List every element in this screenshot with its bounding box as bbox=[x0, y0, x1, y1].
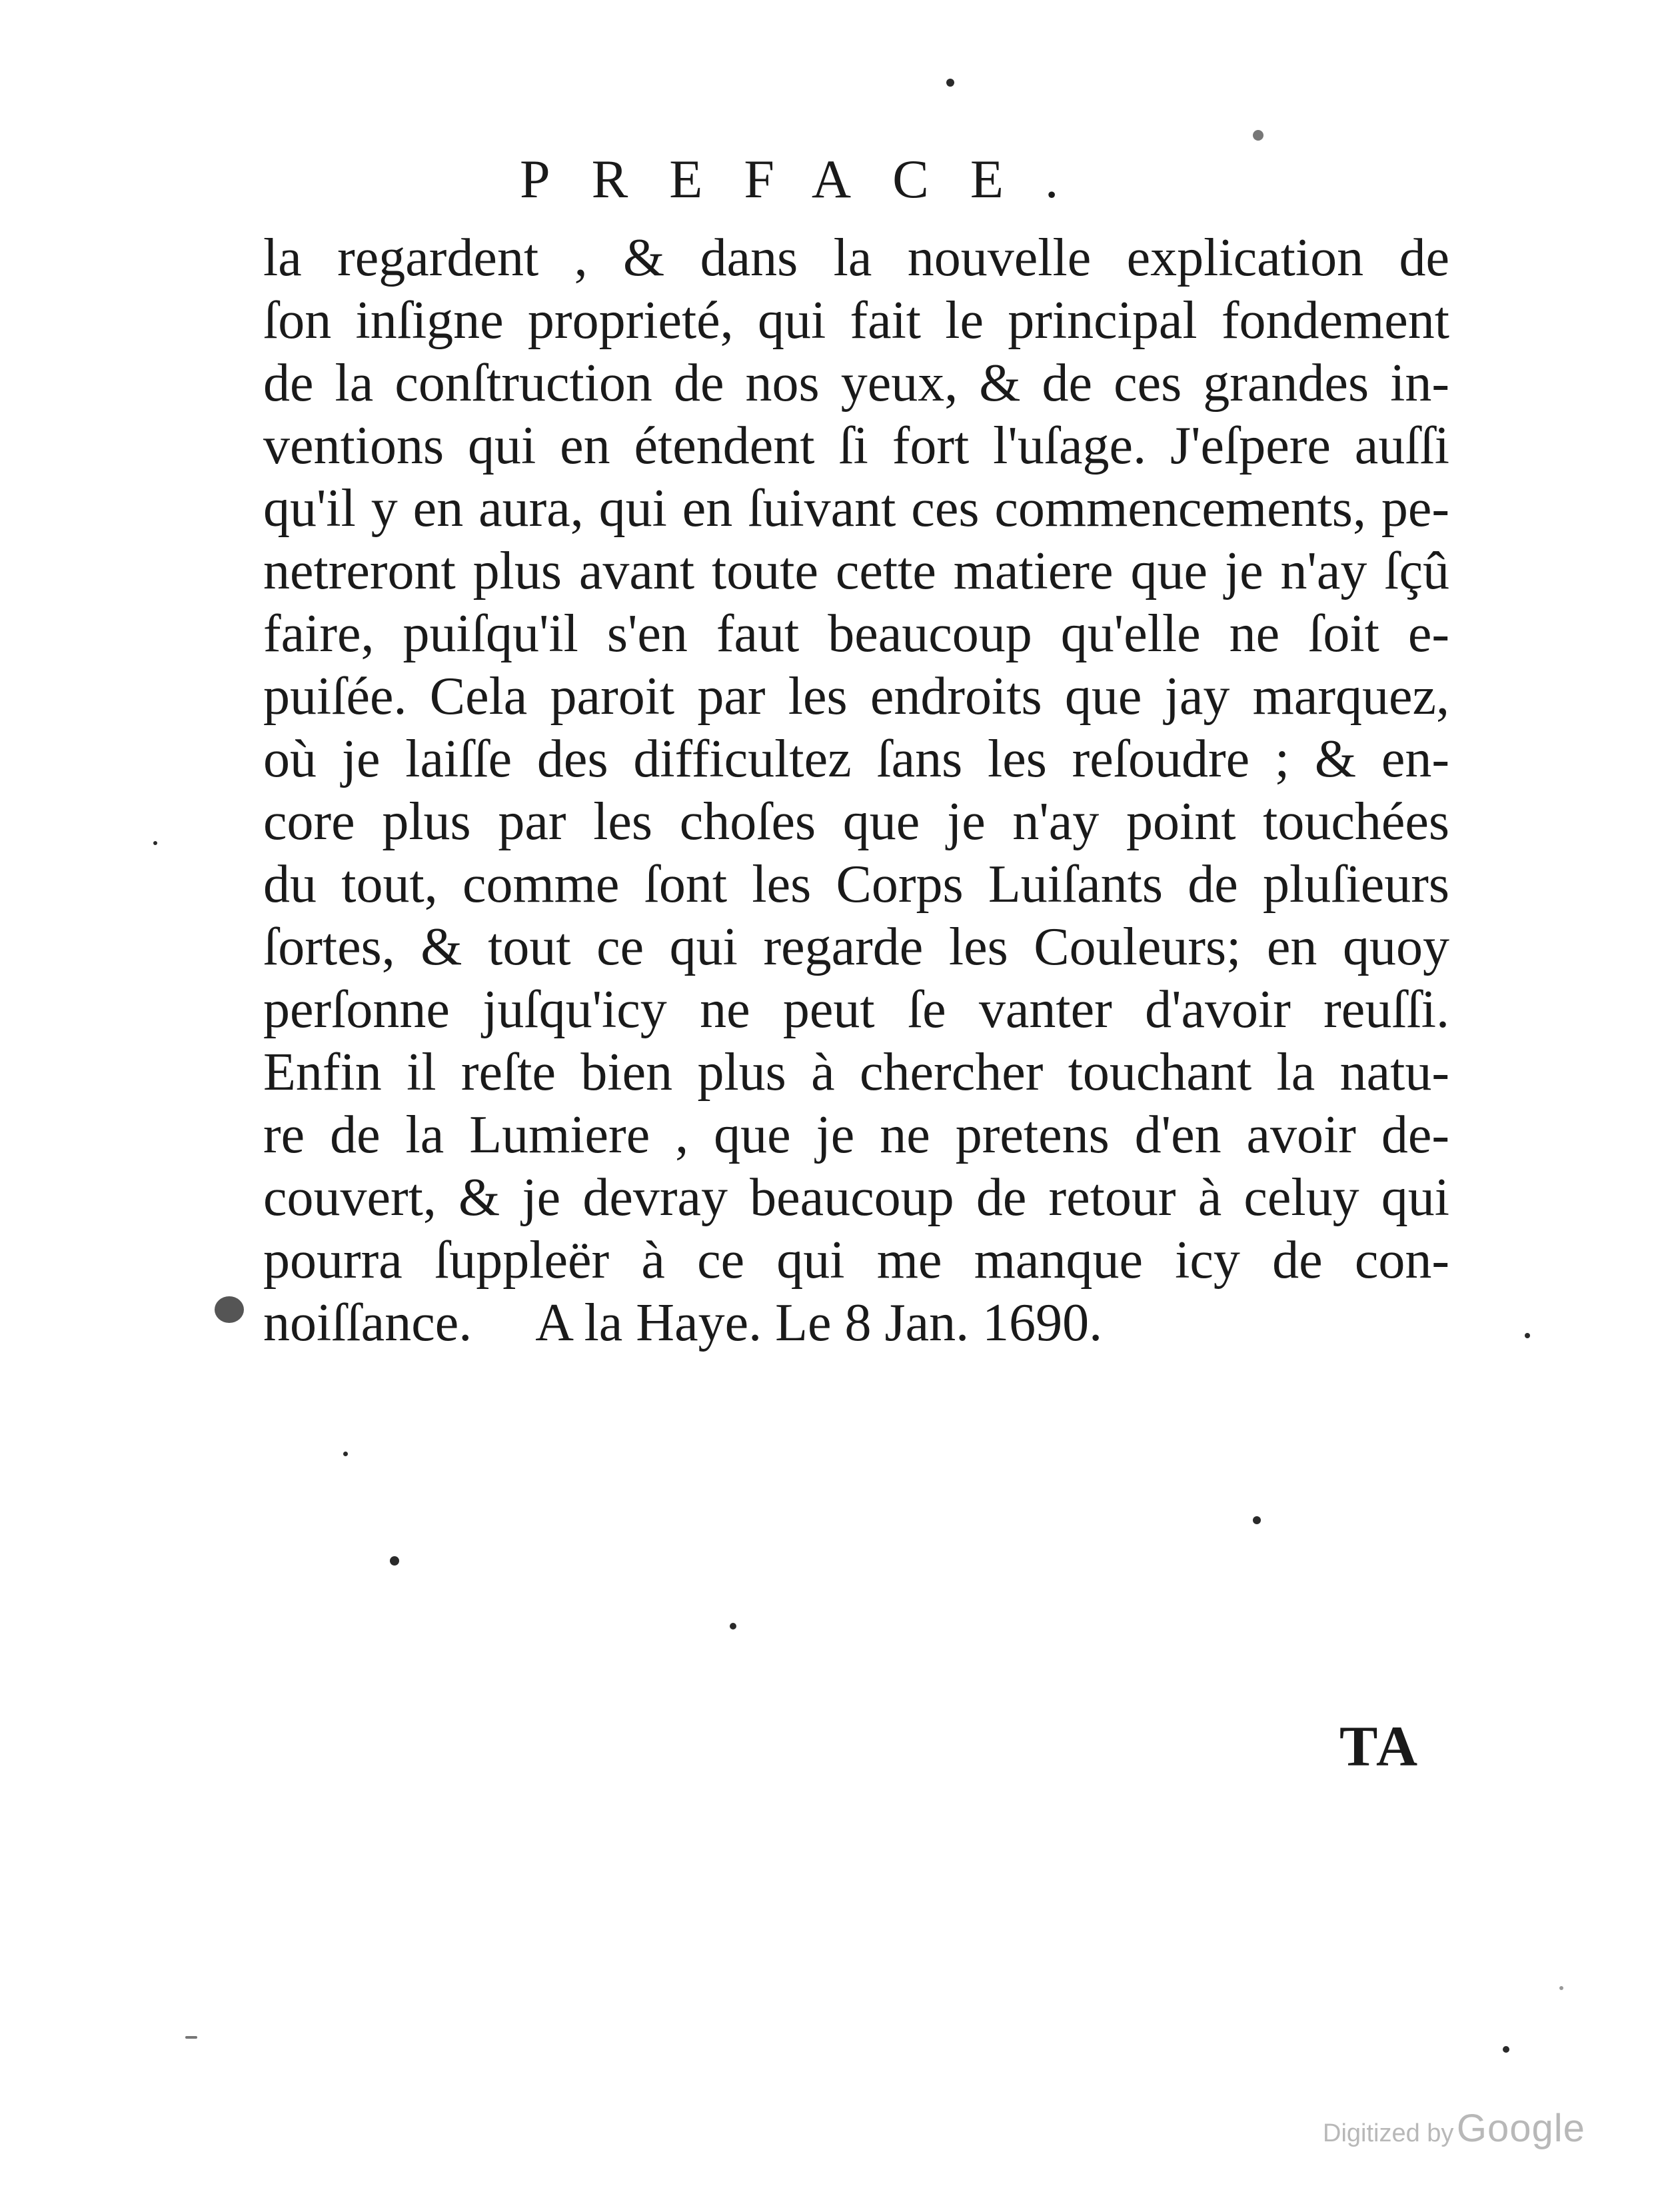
scan-speck bbox=[1253, 1516, 1261, 1524]
text-line: pourra ſuppleër à ce qui me manque icy de con- bbox=[263, 1231, 1449, 1290]
dateline: A la Haye. Le 8 Jan. 1690. bbox=[535, 1294, 1103, 1352]
scan-speck bbox=[1559, 1986, 1563, 1990]
text-line: puiſée. Cela paroit par les endroits que jay marquez, bbox=[263, 667, 1449, 726]
text-line: Enfin il reſte bien plus à chercher touchant la natu- bbox=[263, 1043, 1449, 1102]
text-line: où je laiſſe des difficultez ſans les reſoudre ; & en- bbox=[263, 730, 1449, 788]
text-line-final bbox=[263, 1292, 1449, 1354]
scan-speck bbox=[343, 1452, 348, 1456]
text-line: re de la Lumiere , que je ne pretens d'en avoir de- bbox=[263, 1106, 1449, 1164]
scan-speck bbox=[730, 1623, 736, 1630]
scan-speck bbox=[1503, 2046, 1509, 2053]
scan-speck bbox=[1253, 130, 1263, 141]
scan-speck bbox=[946, 79, 954, 87]
scan-speck bbox=[1525, 1333, 1530, 1338]
text-line: de la conſtruction de nos yeux, & de ces grandes in- bbox=[263, 354, 1449, 413]
text-line: core plus par les choſes que je n'ay point touchées bbox=[263, 792, 1449, 851]
text-line: netreront plus avant toute cette matiere que je n'ay ſçû bbox=[263, 542, 1449, 600]
text-line: couvert, & je devray beaucoup de retour à celuy qui bbox=[263, 1168, 1449, 1227]
digitized-watermark bbox=[1323, 2106, 1585, 2151]
scan-speck bbox=[185, 2036, 197, 2039]
text-line: perſonne juſqu'icy ne peut ſe vanter d'avoir reuſſi. bbox=[263, 980, 1449, 1039]
final-word: noiſſance. bbox=[263, 1294, 472, 1352]
scan-speck bbox=[215, 1296, 244, 1323]
text-line: faire, puiſqu'il s'en faut beaucoup qu'elle ne ſoit e- bbox=[263, 604, 1449, 663]
running-head: PREFACE. bbox=[520, 149, 1100, 209]
text-line: qu'il y en aura, qui en ſuivant ces commencements, pe- bbox=[263, 479, 1449, 538]
scan-speck bbox=[153, 841, 157, 845]
text-line: ventions qui en étendent ſi fort l'uſage. J'eſpere auſſi bbox=[263, 417, 1449, 475]
text-line: ſortes, & tout ce qui regarde les Couleurs; en quoy bbox=[263, 918, 1449, 976]
watermark-prefix: Digitized by bbox=[1323, 2119, 1454, 2147]
watermark-brand: Google bbox=[1456, 2107, 1585, 2150]
scan-speck bbox=[390, 1556, 399, 1566]
text-line: du tout, comme ſont les Corps Luiſants de pluſieurs bbox=[263, 855, 1449, 914]
text-line: la regardent , & dans la nouvelle explication de bbox=[263, 229, 1449, 287]
preface-text-block bbox=[263, 227, 1449, 1354]
text-line: ſon inſigne proprieté, qui fait le principal fondement bbox=[263, 291, 1449, 350]
catchword: TA bbox=[1339, 1714, 1421, 1778]
